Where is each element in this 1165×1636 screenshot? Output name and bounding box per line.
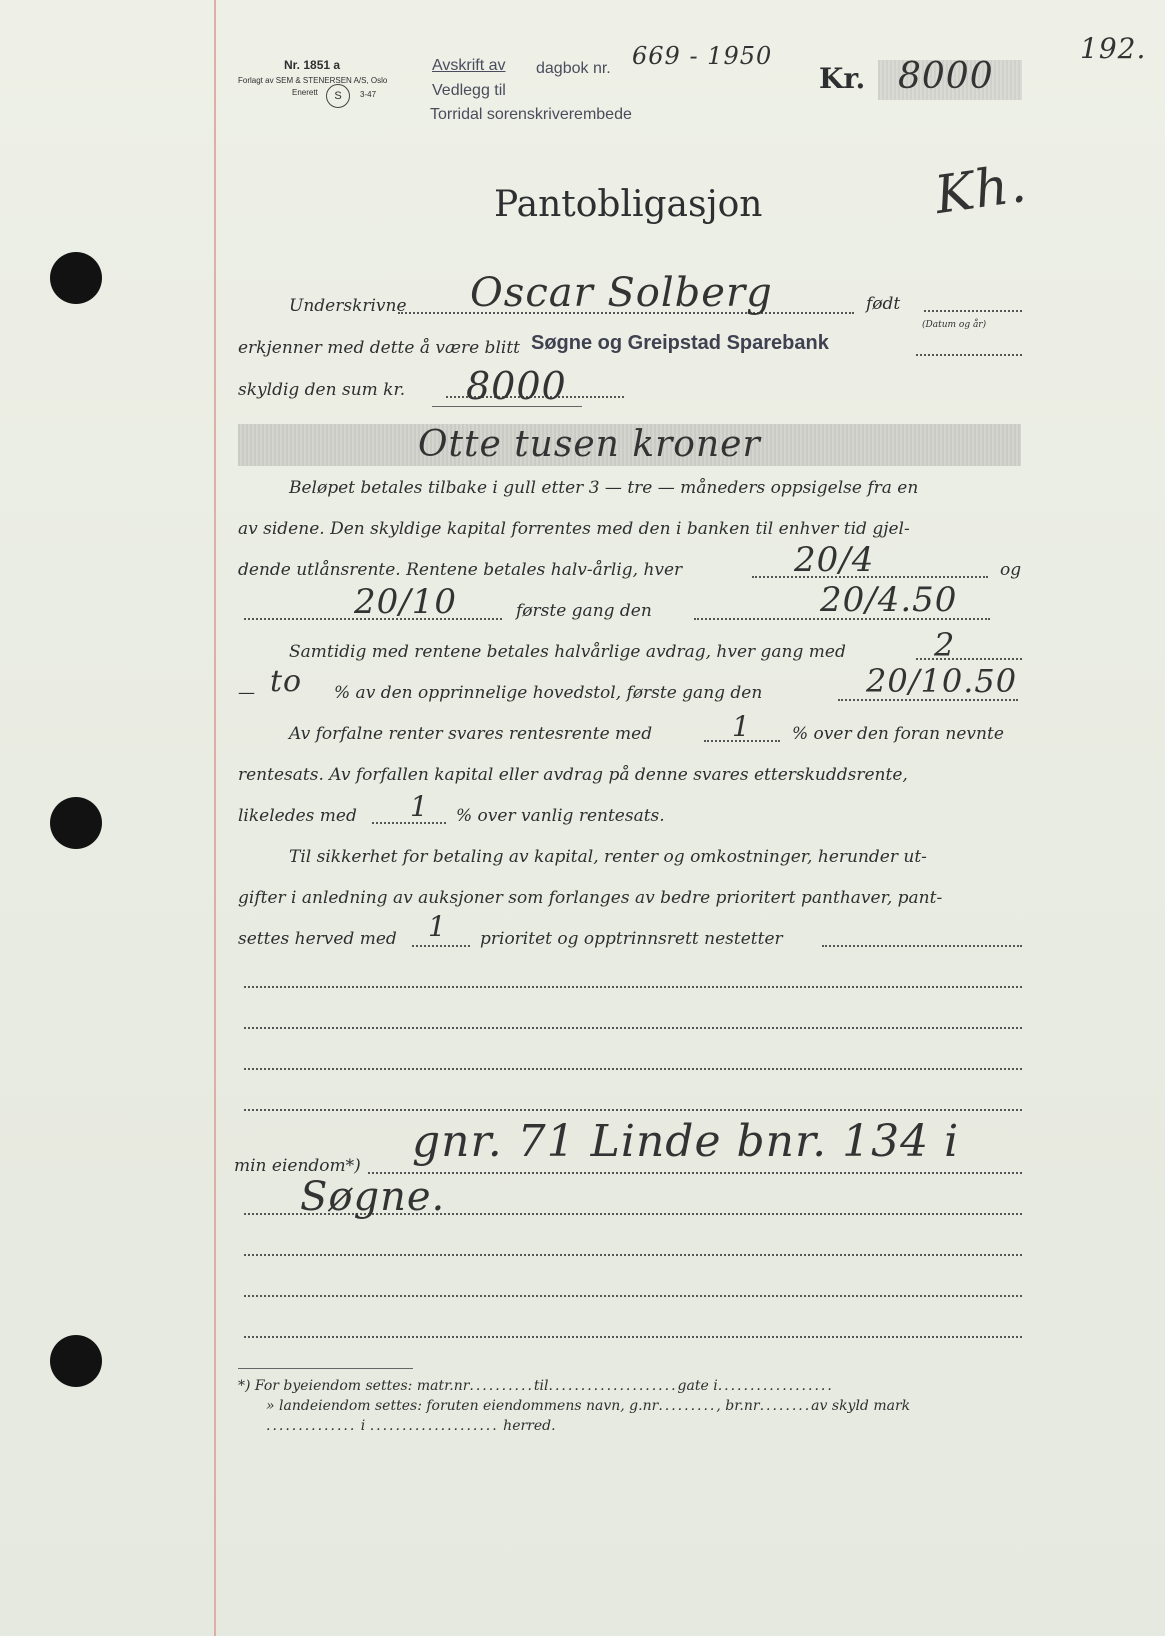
stamp-dagbok: dagbok nr.	[536, 60, 611, 77]
dotted-line	[916, 354, 1022, 356]
p1-line3: dende utlånsrente. Rentene betales halv-årlig, hver	[238, 560, 683, 580]
compound-rate-handwritten: 1	[732, 710, 751, 743]
footnote-brnr: , br.nr	[716, 1398, 760, 1414]
underskrivne-label: Underskrivne	[289, 296, 407, 316]
punch-hole	[50, 252, 102, 304]
punch-hole	[50, 797, 102, 849]
p1-line2: av sidene. Den skyldige kapital forrentes med den i banken til enhver tid gjel-	[238, 519, 910, 539]
p1-forste-gang: første gang den	[516, 601, 652, 621]
first-installment-date-handwritten: 20/10.50	[866, 662, 1018, 700]
dotted-line	[244, 986, 1022, 988]
stamp-court: Torridal sorenskriverembede	[430, 106, 632, 123]
stamp-avskrift: Avskrift av	[432, 57, 506, 74]
skyldig-handwritten: 8000	[466, 364, 567, 408]
footnote-i: i	[360, 1418, 366, 1434]
form-number: Nr. 1851 a	[284, 58, 341, 72]
footnote-skyld: av skyld mark	[811, 1398, 911, 1414]
p1-og: og	[1000, 560, 1022, 580]
priority-handwritten: 1	[428, 910, 447, 943]
dotted-line	[822, 945, 1022, 947]
publisher-line: Forlagt av SEM & STENERSEN A/S, Oslo	[238, 76, 388, 85]
p2-dash: —	[238, 683, 255, 703]
dotted-line	[924, 310, 1022, 312]
p3-line3: likeledes med	[238, 806, 357, 826]
punch-hole	[50, 1335, 102, 1387]
interest-date-handwritten: 20/4	[794, 540, 875, 580]
p2-line2: % av den opprinnelige hovedstol, første gang den	[334, 683, 763, 703]
dotted-line	[244, 1027, 1022, 1029]
datum-note: (Datum og år)	[922, 320, 987, 330]
dotted-line	[244, 1254, 1022, 1256]
dotted-line	[372, 822, 446, 824]
fodt-label: født	[866, 294, 901, 314]
p3-line1: Av forfalne renter svares rentesrente med	[289, 724, 653, 744]
publisher-date: 3-47	[360, 90, 377, 99]
p4-line3b: prioritet og opptrinnsrett nestetter	[480, 929, 783, 949]
dotted-line	[244, 1109, 1022, 1111]
dotted-line	[412, 945, 470, 947]
p4-line2: gifter i anledning av auksjoner som forlanges av bedre prioritert panthaver, pant-	[238, 888, 943, 908]
p3-line2: rentesats. Av forfallen kapital eller avdrag på denne svares etterskuddsrente,	[238, 765, 908, 785]
footnote-til: til	[533, 1378, 549, 1394]
p4-line1: Til sikkerhet for betaling av kapital, renter og omkostninger, herunder ut-	[289, 847, 927, 867]
p3-line1b: % over den foran nevnte	[792, 724, 1004, 744]
dotted-line	[244, 1336, 1022, 1338]
margin-rule	[214, 0, 216, 1636]
footnote-landeiendom: » landeiendom settes: foruten eiendommens navn, g.nr	[266, 1398, 659, 1414]
underline	[432, 406, 582, 407]
underskrivne-handwritten: Oscar Solberg	[470, 270, 773, 316]
dotted-line	[368, 1172, 1022, 1174]
publisher-logo: S	[326, 84, 350, 108]
creditor-stamp: Søgne og Greipstad Sparebank	[531, 332, 829, 354]
footnote-byeiendom: *) For byeiendom settes: matr.nr	[238, 1378, 470, 1394]
initials-handwritten: Kh.	[931, 153, 1031, 227]
footnote-herred: herred.	[503, 1418, 556, 1434]
p3-line3b: % over vanlig rentesats.	[456, 806, 665, 826]
footnote-line3: .............. i .................... herred.	[266, 1418, 556, 1434]
kr-label: Kr.	[819, 62, 866, 95]
installment-handwritten: 2	[934, 626, 956, 664]
amount-words-handwritten: Otte tusen kroner	[418, 424, 761, 465]
interest-date-2-handwritten: 20/10	[354, 582, 457, 622]
erkjenner-label: erkjenner med dette å være blitt	[238, 338, 520, 358]
dotted-line	[916, 658, 1022, 660]
footnote-line2: » landeiendom settes: foruten eiendommens navn, g.nr........., br.nr........av skyld mark	[266, 1398, 911, 1414]
first-interest-date-handwritten: 20/4.50	[820, 580, 958, 620]
property-handwritten: gnr. 71 Linde bnr. 134 i	[412, 1116, 960, 1167]
skyldig-label: skyldig den sum kr.	[238, 380, 406, 400]
dotted-line	[244, 1295, 1022, 1297]
property-municipality-handwritten: Søgne.	[300, 1174, 446, 1220]
journal-number-handwritten: 669 - 1950	[632, 42, 773, 70]
page-number-handwritten: 192.	[1080, 32, 1147, 65]
footnote-line1: *) For byeiendom settes: matr.nr..........til....................gate i..................	[238, 1378, 834, 1394]
eiendom-label: min eiendom*)	[234, 1156, 361, 1176]
footnote-gate: gate i	[677, 1378, 718, 1394]
document-title: Pantobligasjon	[494, 184, 763, 225]
stamp-vedlegg: Vedlegg til	[432, 82, 506, 99]
p4-line3: settes herved med	[238, 929, 397, 949]
kr-amount-handwritten: 8000	[898, 56, 994, 97]
dotted-line	[244, 1068, 1022, 1070]
publisher-enerett: Enerett	[292, 88, 318, 97]
late-rate-handwritten: 1	[410, 790, 429, 823]
p1-line1: Beløpet betales tilbake i gull etter 3 — tre — måneders oppsigelse fra en	[289, 478, 919, 498]
installment-percent-handwritten: to	[270, 664, 303, 699]
footnote-rule	[238, 1368, 413, 1369]
p2-line1: Samtidig med rentene betales halvårlige avdrag, hver gang med	[289, 642, 846, 662]
